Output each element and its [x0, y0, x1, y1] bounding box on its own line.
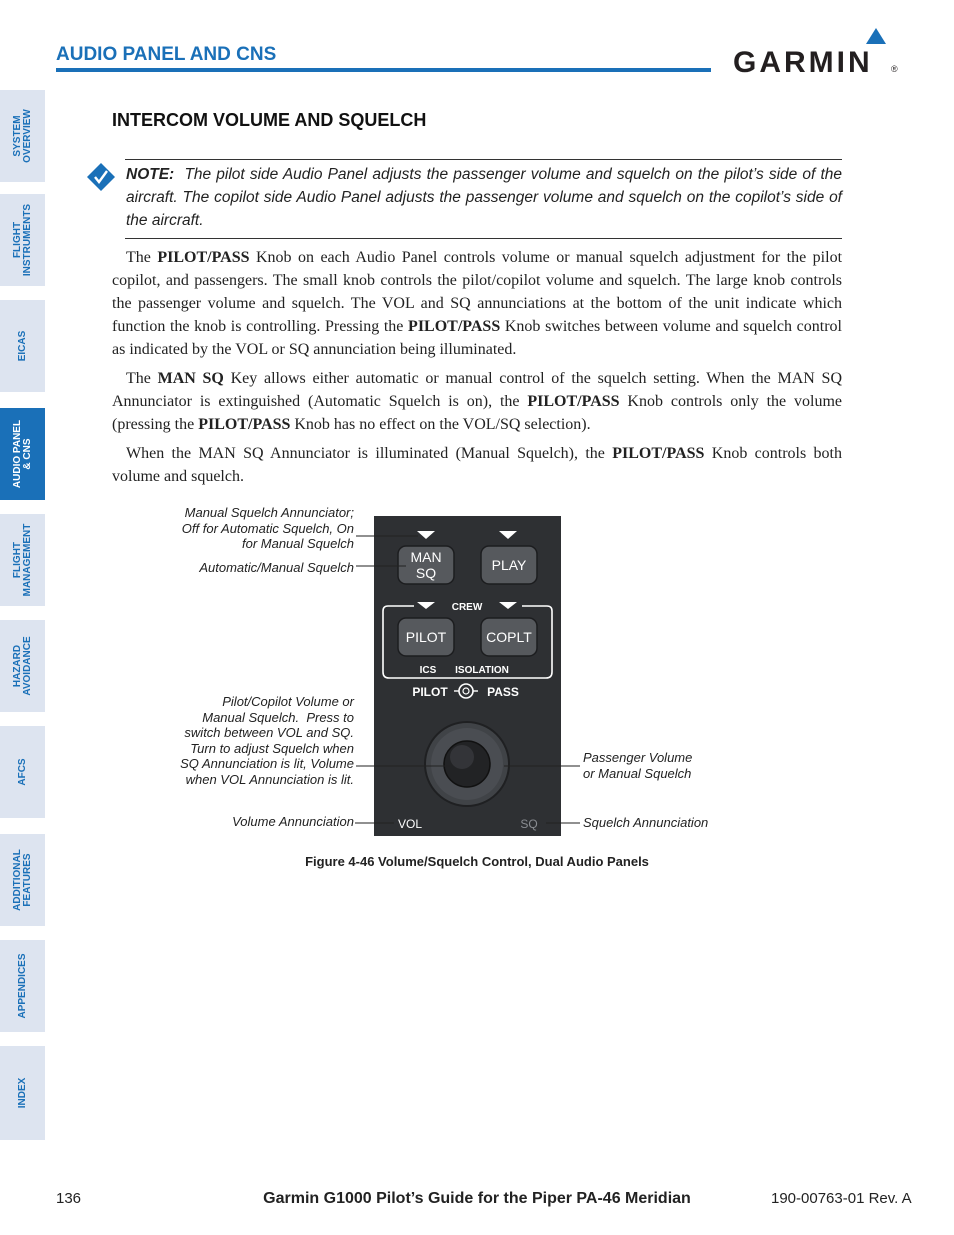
- tab-label: SYSTEM OVERVIEW: [11, 109, 33, 163]
- isolation-label: ISOLATION: [455, 665, 509, 676]
- callout-squelch-annunciation: Squelch Annunciation: [583, 815, 709, 830]
- text-run: The: [126, 249, 158, 266]
- tab-label: ADDITIONAL FEATURES: [11, 849, 33, 911]
- text-run: Knob has no effect on the VOL/SQ selection).: [290, 416, 591, 433]
- knob-pass-label: PASS: [487, 685, 519, 699]
- document-number: 190-00763-01 Rev. A: [771, 1190, 912, 1207]
- coplt-label: COPLT: [486, 629, 532, 645]
- tab-label: FLIGHT MANAGEMENT: [11, 523, 33, 597]
- knob-name: PILOT/PASS: [408, 318, 501, 335]
- tab-label: FLIGHT INSTRUMENTS: [11, 203, 33, 277]
- tab-audio-panel-cns[interactable]: [0, 408, 45, 500]
- page-number: 136: [56, 1190, 82, 1207]
- crew-label: CREW: [451, 602, 483, 613]
- callout-passenger-volume: Passenger Volume or Manual Squelch: [583, 750, 693, 781]
- tab-flight-management[interactable]: [0, 514, 45, 606]
- section-title: AUDIO PANEL AND CNS: [56, 44, 277, 65]
- text-run: Knob on each Audio Panel controls volume or manual squelch adjustment for the pilot copilot, and passengers. The small knob controls the pilot/copilot volume and squelch. The large knob controls the passenger volume and squelch. The VOL and SQ annunciations at the bottom of the unit indicate which function the knob is controlling. Pressing the: [112, 249, 843, 335]
- sq-annunciation: SQ: [520, 817, 538, 831]
- audio-panel-figure: [374, 516, 561, 836]
- callout-pilot-copilot-volume: Pilot/Copilot Volume or Manual Squelch. Press to switch between VOL and SQ. Turn to adjust Squelch when SQ Annunciation is lit, Volume when VOL Annunciation is lit.: [180, 694, 354, 787]
- key-name: MAN SQ: [157, 370, 224, 387]
- knob-name: PILOT/PASS: [612, 445, 705, 462]
- tab-label: APPENDICES: [16, 953, 28, 1019]
- knob-name: PILOT/PASS: [157, 249, 250, 266]
- note-text: The pilot side Audio Panel adjusts the passenger volume and squelch on the pilot’s side of the aircraft. The copilot side Audio Panel adjusts the passenger volume and squelch on the copilot’s side of the aircraft.: [126, 166, 842, 229]
- tab-hazard-avoidance[interactable]: [0, 620, 45, 712]
- knob-name: PILOT/PASS: [527, 393, 620, 410]
- tab-label: AFCS: [16, 758, 28, 786]
- text-run: Key allows either automatic or manual control of the squelch setting. When the MAN SQ Annunciator is extinguished (Automatic Squelch is on), the: [112, 370, 842, 410]
- note-block: [126, 163, 842, 232]
- garmin-logo: [733, 26, 898, 76]
- text-run: The: [126, 370, 158, 387]
- paragraph-2: [112, 367, 842, 436]
- tab-label: HAZARD AVOIDANCE: [11, 636, 33, 696]
- footer-title: Garmin G1000 Pilot’s Guide for the Piper PA-46 Meridian: [263, 1190, 691, 1207]
- subheading: INTERCOM VOLUME AND SQUELCH: [112, 110, 427, 130]
- tab-index[interactable]: [0, 1046, 45, 1140]
- tab-eicas[interactable]: [0, 300, 45, 392]
- figure-caption: Figure 4-46 Volume/Squelch Control, Dual Audio Panels: [305, 854, 649, 869]
- tab-flight-instruments[interactable]: [0, 194, 45, 286]
- garmin-triangle-icon: [866, 28, 886, 44]
- paragraph-1: [112, 246, 842, 361]
- man-sq-label-line2: SQ: [415, 565, 437, 581]
- note-label: NOTE:: [126, 166, 175, 183]
- note-rule-top: [125, 159, 842, 160]
- man-sq-label-line1: MAN: [410, 549, 442, 565]
- pilot-label: PILOT: [405, 629, 447, 645]
- text-run: Knob controls both volume and squelch.: [112, 445, 842, 485]
- callout-volume-annunciation: Volume Annunciation: [232, 814, 354, 829]
- tab-label: INDEX: [16, 1077, 28, 1109]
- tab-additional-features[interactable]: [0, 834, 45, 926]
- knob-pilot-label: PILOT: [412, 685, 448, 699]
- logo-text: GARMIN: [733, 46, 873, 76]
- paragraph-3: [112, 442, 842, 488]
- logo-registered-mark: ®: [891, 64, 898, 74]
- tab-label: AUDIO PANEL & CNS: [11, 419, 33, 489]
- tab-afcs[interactable]: [0, 726, 45, 818]
- text-run: Knob controls only the volume (pressing the: [112, 393, 843, 433]
- vol-annunciation: VOL: [397, 817, 423, 831]
- text-run: When the MAN SQ Annunciator is illuminated (Manual Squelch), the: [126, 445, 613, 462]
- note-rule-bottom: [125, 238, 842, 239]
- tab-appendices[interactable]: [0, 940, 45, 1032]
- play-label: PLAY: [491, 557, 527, 573]
- ics-label: ICS: [419, 665, 437, 676]
- tab-system-overview[interactable]: [0, 90, 45, 182]
- knob-name: PILOT/PASS: [198, 416, 291, 433]
- callout-manual-squelch-annunciator: Manual Squelch Annunciator; Off for Automatic Squelch, On for Manual Squelch: [181, 505, 354, 551]
- header-rule: [56, 68, 711, 72]
- callout-auto-manual-squelch: Automatic/Manual Squelch: [199, 560, 354, 575]
- text-run: Knob switches between volume and squelch control as indicated by the VOL or SQ annunciation being illuminated.: [112, 318, 842, 358]
- tab-label: EICAS: [16, 330, 28, 362]
- note-icon: [86, 162, 116, 192]
